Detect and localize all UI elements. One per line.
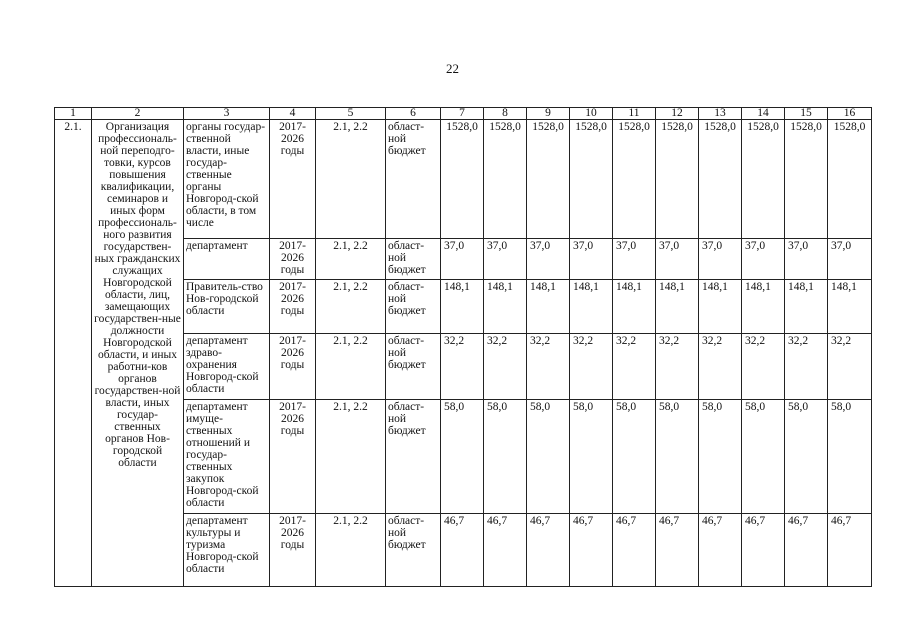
- value-cell: 148,1: [742, 280, 785, 334]
- executor-cell: департамент культуры и туризма Новгород-ской области: [184, 514, 270, 587]
- column-number-cell: 9: [527, 108, 570, 120]
- executor-cell: органы государ-ственной власти, иные государ-ственные органы Новгород-ской области, в том числе: [184, 120, 270, 239]
- column-number-cell: 6: [386, 108, 441, 120]
- executor-cell: департамент здраво-охранения Новгород-ской области: [184, 334, 270, 400]
- column-number-cell: 15: [785, 108, 828, 120]
- value-cell: 1528,0: [484, 120, 527, 239]
- value-cell: 46,7: [613, 514, 656, 587]
- value-cell: 32,2: [828, 334, 872, 400]
- executor-cell: департамент имуще-ственных отношений и государ-ственных закупок Новгород-ской области: [184, 400, 270, 514]
- targets-cell: 2.1, 2.2: [316, 120, 386, 239]
- value-cell: 46,7: [570, 514, 613, 587]
- value-cell: 32,2: [441, 334, 484, 400]
- period-cell: 2017-2026 годы: [270, 120, 316, 239]
- period-cell: 2017-2026 годы: [270, 239, 316, 280]
- budget-table: [54, 107, 872, 587]
- column-number-cell: 2: [92, 108, 184, 120]
- source-cell: област-ной бюджет: [386, 400, 441, 514]
- column-number-cell: 5: [316, 108, 386, 120]
- value-cell: 46,7: [527, 514, 570, 587]
- column-number-cell: 8: [484, 108, 527, 120]
- targets-cell: 2.1, 2.2: [316, 280, 386, 334]
- source-cell: област-ной бюджет: [386, 120, 441, 239]
- value-cell: 46,7: [742, 514, 785, 587]
- value-cell: 32,2: [527, 334, 570, 400]
- executor-cell: Правитель-ство Нов-городской области: [184, 280, 270, 334]
- value-cell: 37,0: [699, 239, 742, 280]
- value-cell: 58,0: [527, 400, 570, 514]
- value-cell: 1528,0: [613, 120, 656, 239]
- value-cell: 58,0: [441, 400, 484, 514]
- value-cell: 32,2: [484, 334, 527, 400]
- value-cell: 37,0: [527, 239, 570, 280]
- value-cell: 1528,0: [699, 120, 742, 239]
- value-cell: 32,2: [656, 334, 699, 400]
- value-cell: 58,0: [570, 400, 613, 514]
- value-cell: 58,0: [828, 400, 872, 514]
- period-cell: 2017-2026 годы: [270, 334, 316, 400]
- value-cell: 37,0: [656, 239, 699, 280]
- period-cell: 2017-2026 годы: [270, 400, 316, 514]
- value-cell: 32,2: [613, 334, 656, 400]
- value-cell: 37,0: [613, 239, 656, 280]
- targets-cell: 2.1, 2.2: [316, 400, 386, 514]
- table-row: [55, 120, 872, 239]
- value-cell: 1528,0: [527, 120, 570, 239]
- value-cell: 46,7: [785, 514, 828, 587]
- value-cell: 1528,0: [656, 120, 699, 239]
- column-number-row: [55, 108, 872, 120]
- value-cell: 148,1: [699, 280, 742, 334]
- executor-cell: департамент: [184, 239, 270, 280]
- value-cell: 32,2: [785, 334, 828, 400]
- value-cell: 32,2: [742, 334, 785, 400]
- value-cell: 1528,0: [742, 120, 785, 239]
- value-cell: 58,0: [699, 400, 742, 514]
- column-number-cell: 11: [613, 108, 656, 120]
- period-cell: 2017-2026 годы: [270, 514, 316, 587]
- value-cell: 37,0: [828, 239, 872, 280]
- column-number-cell: 10: [570, 108, 613, 120]
- value-cell: 148,1: [527, 280, 570, 334]
- column-number-cell: 14: [742, 108, 785, 120]
- value-cell: 148,1: [785, 280, 828, 334]
- source-cell: област-ной бюджет: [386, 280, 441, 334]
- page-number: 22: [446, 61, 459, 76]
- value-cell: 148,1: [656, 280, 699, 334]
- value-cell: 58,0: [484, 400, 527, 514]
- value-cell: 1528,0: [828, 120, 872, 239]
- column-number-cell: 12: [656, 108, 699, 120]
- value-cell: 58,0: [656, 400, 699, 514]
- column-number-cell: 3: [184, 108, 270, 120]
- source-cell: област-ной бюджет: [386, 239, 441, 280]
- value-cell: 148,1: [484, 280, 527, 334]
- targets-cell: 2.1, 2.2: [316, 514, 386, 587]
- value-cell: 46,7: [828, 514, 872, 587]
- value-cell: 1528,0: [785, 120, 828, 239]
- column-number-cell: 7: [441, 108, 484, 120]
- value-cell: 37,0: [441, 239, 484, 280]
- column-number-cell: 16: [828, 108, 872, 120]
- targets-cell: 2.1, 2.2: [316, 239, 386, 280]
- value-cell: 58,0: [785, 400, 828, 514]
- targets-cell: 2.1, 2.2: [316, 334, 386, 400]
- column-number-cell: 1: [55, 108, 92, 120]
- column-number-cell: 13: [699, 108, 742, 120]
- value-cell: 148,1: [570, 280, 613, 334]
- value-cell: 37,0: [742, 239, 785, 280]
- value-cell: 46,7: [656, 514, 699, 587]
- value-cell: 46,7: [699, 514, 742, 587]
- value-cell: 32,2: [570, 334, 613, 400]
- value-cell: 58,0: [613, 400, 656, 514]
- value-cell: 46,7: [484, 514, 527, 587]
- value-cell: 148,1: [613, 280, 656, 334]
- period-cell: 2017-2026 годы: [270, 280, 316, 334]
- value-cell: 1528,0: [570, 120, 613, 239]
- source-cell: област-ной бюджет: [386, 334, 441, 400]
- value-cell: 1528,0: [441, 120, 484, 239]
- column-number-cell: 4: [270, 108, 316, 120]
- value-cell: 148,1: [441, 280, 484, 334]
- activity-cell: Организация профессиональ-ной переподго-товки, курсов повышения квалификации, семинаров и иных форм профессиональ-ного развития государствен-ных гражданских служащих Новгородской области, лиц, замещающих государствен-ные должности Новгородской области, и иных работни-ков органов государствен-ной власти, иных государ-ственных органов Нов-городской области: [92, 120, 184, 587]
- value-cell: 32,2: [699, 334, 742, 400]
- value-cell: 37,0: [785, 239, 828, 280]
- value-cell: 148,1: [828, 280, 872, 334]
- value-cell: 46,7: [441, 514, 484, 587]
- value-cell: 58,0: [742, 400, 785, 514]
- source-cell: област-ной бюджет: [386, 514, 441, 587]
- row-number-cell: 2.1.: [55, 120, 92, 587]
- value-cell: 37,0: [570, 239, 613, 280]
- value-cell: 37,0: [484, 239, 527, 280]
